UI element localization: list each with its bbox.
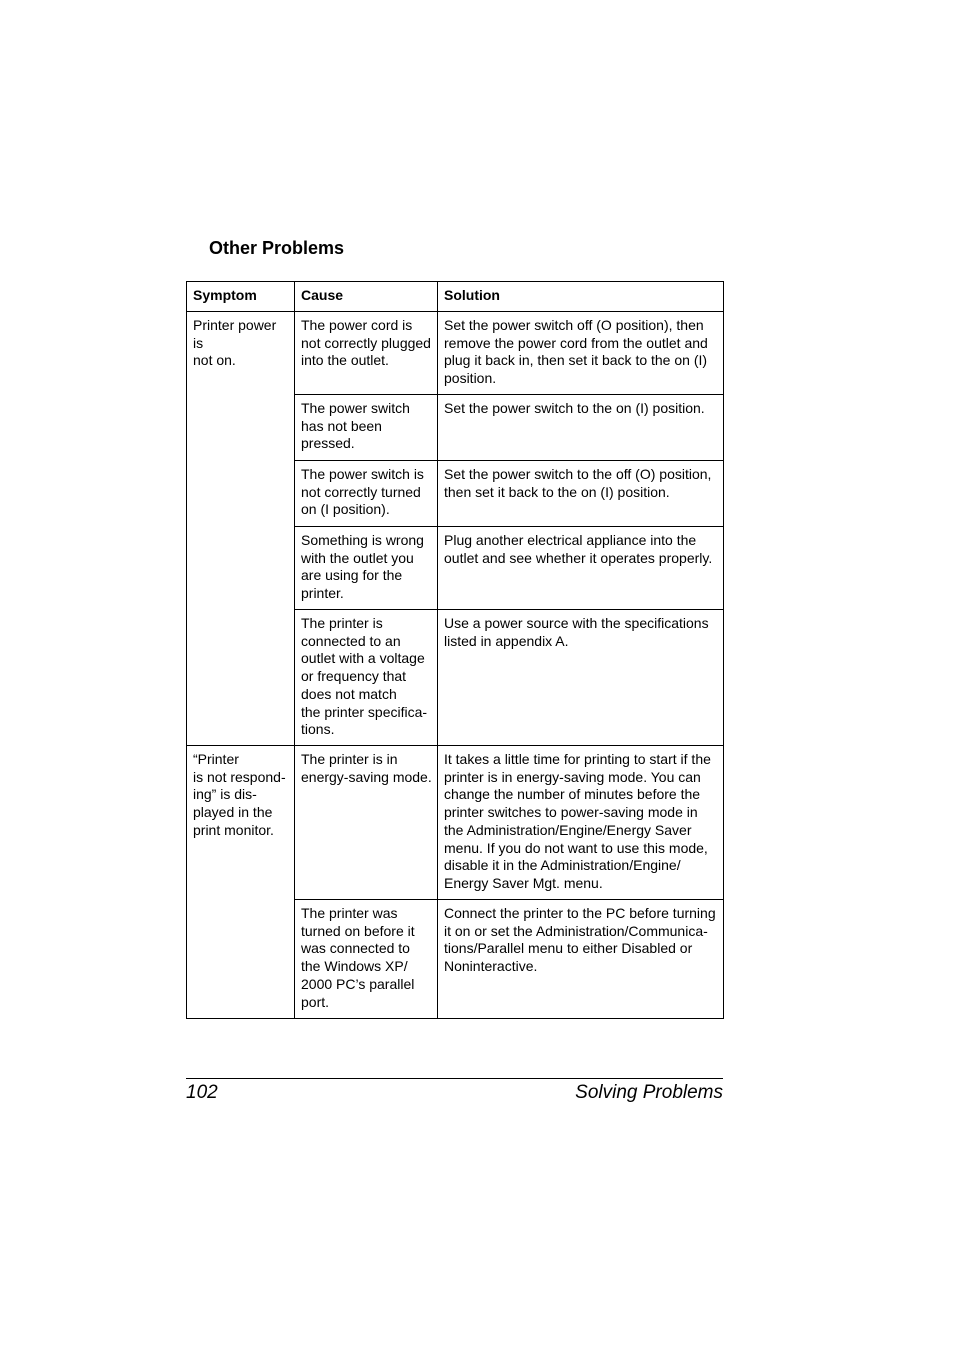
cause-cell — [295, 527, 438, 610]
symptom-column-header: Symptom — [187, 282, 295, 312]
solution-cell — [438, 312, 724, 395]
cause-cell — [295, 610, 438, 746]
symptom-cell — [187, 312, 295, 746]
solution-cell — [438, 746, 724, 900]
cause-text: The printer is connected to an outlet with a voltage or frequency that does not match the printer specifica- tions. — [301, 615, 428, 738]
cause-column-header: Cause — [295, 282, 438, 312]
troubleshooting-table — [186, 281, 724, 1019]
table-header-row — [187, 282, 724, 312]
solution-text: Set the power switch off (O position), then remove the power cord from the outlet and plug it back in, then set it back to the on (I) position. — [444, 317, 708, 387]
cause-cell — [295, 395, 438, 461]
cause-text: The power cord is not correctly plugged into the outlet. — [301, 317, 431, 369]
cause-cell — [295, 900, 438, 1019]
page-number: 102 — [186, 1082, 218, 1103]
cause-cell — [295, 461, 438, 527]
symptom-text: “Printer is not respond- ing” is dis- played in the print monitor. — [193, 751, 286, 838]
symptom-cell — [187, 746, 295, 1019]
solution-text: Set the power switch to the on (I) position. — [444, 400, 705, 416]
solution-cell — [438, 900, 724, 1019]
cause-text: The power switch is not correctly turned on (I position). — [301, 466, 424, 518]
solution-text: It takes a little time for printing to start if the printer is in energy-saving mode. You can change the number of minutes before the printer switches to power-saving mode in the Administration/Engine/Energy Saver menu. If you do not want to use this mode, disable it in the Administration/Engine/ Energy Saver Mgt. menu. — [444, 751, 711, 891]
solution-cell — [438, 610, 724, 746]
solution-cell — [438, 395, 724, 461]
solution-cell — [438, 527, 724, 610]
solution-text: Use a power source with the specifications listed in appendix A. — [444, 615, 709, 649]
cause-text: The printer is in energy-saving mode. — [301, 751, 432, 785]
section-heading: Other Problems — [209, 238, 345, 258]
cause-cell — [295, 312, 438, 395]
cause-text: The power switch has not been pressed. — [301, 400, 410, 452]
solution-column-header: Solution — [438, 282, 724, 312]
solution-text: Plug another electrical appliance into the outlet and see whether it operates properly. — [444, 532, 713, 566]
cause-text: Something is wrong with the outlet you are using for the printer. — [301, 532, 424, 602]
cause-text: The printer was turned on before it was connected to the Windows XP/ 2000 PC’s parallel port. — [301, 905, 415, 1010]
solution-text: Set the power switch to the off (O) position, then set it back to the on (I) position. — [444, 466, 712, 500]
table-row — [187, 746, 724, 900]
footer-divider — [186, 1078, 723, 1079]
cause-cell — [295, 746, 438, 900]
symptom-text: Printer power is not on. — [193, 317, 277, 369]
table-row — [187, 312, 724, 395]
solution-text: Connect the printer to the PC before turning it on or set the Administration/Communica- tions/Parallel menu to either Disabled or Noninteractive. — [444, 905, 716, 975]
footer-section-title: Solving Problems — [575, 1082, 723, 1103]
solution-cell — [438, 461, 724, 527]
